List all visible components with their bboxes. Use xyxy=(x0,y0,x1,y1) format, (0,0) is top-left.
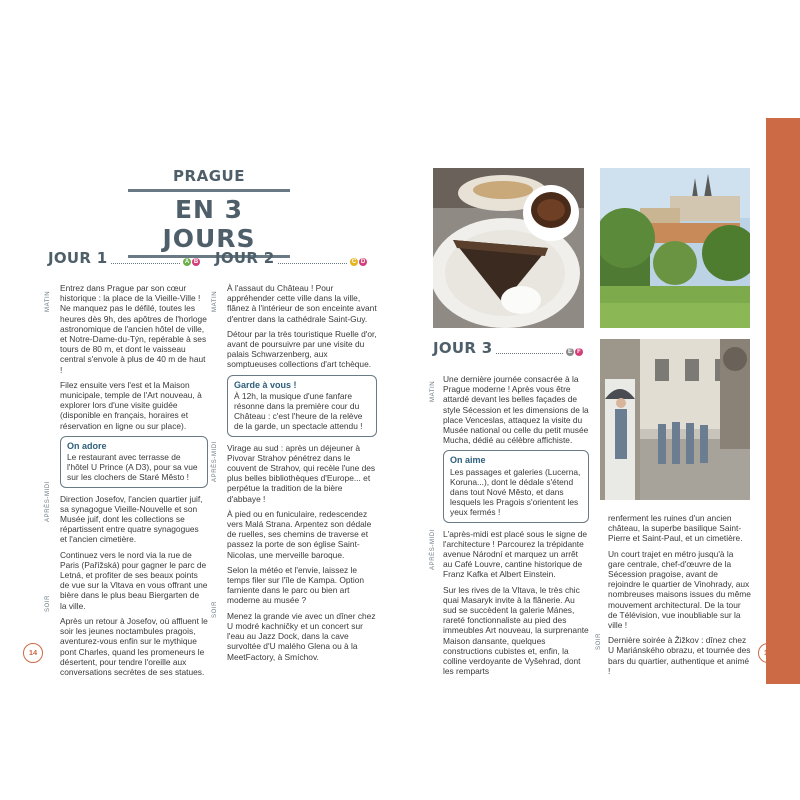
day2-heading xyxy=(215,249,367,267)
tip-title: On aime xyxy=(450,455,486,466)
label-apresmidi: APRÈS-MIDI xyxy=(45,480,51,522)
label-matin: MATIN xyxy=(212,290,218,312)
day2-text: Virage au sud : après un déjeuner à Pivovar Strahov pénétrez dans le couvent de Strahov, qui recèle l'une des plus belles bibliothèques d'Europe... et perpétue la tradition de la bière d'abbaye ! xyxy=(227,442,376,504)
day3-column-continued xyxy=(608,513,751,681)
map-badges xyxy=(350,258,367,266)
day1-title: JOUR 1 xyxy=(48,249,108,267)
day3-text: renferment les ruines d'un ancien château, la superbe basilique Saint-Pierre et Saint-Paul, et un cimetière. xyxy=(608,513,743,544)
day2-text: Menez la grande vie avec un dîner chez U modré kachničky et un concert sur l'eau au Jazz Dock, dans la cave survoltée d'U malého Glena ou à la MeetFactory, à Smíchov. xyxy=(227,610,376,662)
photo-cake-coffee xyxy=(433,168,584,328)
day1-column xyxy=(60,283,208,682)
badge-e: E xyxy=(567,349,572,355)
tip-text: À 12h, la musique d'une fanfare résonne dans la première cour du Château : c'est l'heure de la relève de la garde, un spectacle attendu ! xyxy=(234,390,363,432)
badge-d: D xyxy=(360,259,366,265)
dotted-leader xyxy=(111,263,180,264)
badge-f: F xyxy=(575,348,583,356)
tip-box xyxy=(443,450,589,522)
day1-text: Continuez vers le nord via la rue de Paris (Pařížská) pour gagner le parc de Letná, et profiter de ses beaux points de vue sur la Vltava en vous offrant une bière dans le plus beau Biergarten de la ville. xyxy=(60,549,208,611)
label-apresmidi: APRÈS-MIDI xyxy=(430,528,436,570)
tip-box xyxy=(227,375,377,437)
day3-column xyxy=(443,374,589,681)
label-soir: SOIR xyxy=(212,600,218,618)
day3-text: Un court trajet en métro jusqu'à la gare centrale, chef-d'œuvre de la Sécession pragoise, avant de rejoindre le quartier de Vinohrady, aux nombreuses maisons issues du même mouvement architectural. De la tour de Télévision, vue inoubliable sur la ville ! xyxy=(608,548,751,631)
day2-text: Détour par la très touristique Ruelle d'or, avant de poursuivre par une visite du palais Schwarzenberg, aux somptueuses collections d'art tchèque. xyxy=(227,328,377,370)
day3-text: Sur les rives de la Vltava, le très chic quai Masaryk invite à la flânerie. Au sud se succèdent la galerie Mánes, rareté fonctionnaliste au pied des immeubles Art nouveau, la surprenante Maison dansante, quelques constructions cubistes et, enfin, la colline verdoyante de Vyšehrad, dont les remparts xyxy=(443,584,589,677)
tip-box xyxy=(60,436,208,488)
day2-title: JOUR 2 xyxy=(215,249,275,267)
day3-title: JOUR 3 xyxy=(433,339,493,357)
day2-column xyxy=(227,283,377,667)
day1-text: Direction Josefov, l'ancien quartier juif, sa synagogue Vieille-Nouvelle et son Musée juif, dont les collections se répartissent entre quatre synagogues et l'ancien cimetière. xyxy=(60,493,203,545)
dotted-leader xyxy=(278,263,347,264)
day1-heading xyxy=(48,249,200,267)
badge-c: C xyxy=(351,259,357,265)
day1-text: Après un retour à Josefov, où affluent le soir les jeunes noctambules pragois, aventurez-vous enfin sur le mythique pont Charles, quand les promeneurs le désertent, pour tendre l'oreille aux conversations secrètes de ses statues. xyxy=(60,615,208,677)
label-matin: MATIN xyxy=(45,290,51,312)
day2-text: À pied ou en funiculaire, redescendez vers Malá Strana. Arpentez son dédale de ruelles, ses chemins de traverse et passez la porte de son église Saint-Nicolas, une merveille baroque. xyxy=(227,508,372,560)
label-apresmidi: APRÈS-MIDI xyxy=(212,440,218,482)
day3-text: L'après-midi est placé sous le signe de l'architecture ! Parcourez la trépidante avenue Národní et marquez un arrêt au Café Louvre, cantine historique de Franz Kafka et Albert Einstein. xyxy=(443,528,588,580)
day2-text: À l'assaut du Château ! Pour appréhender cette ville dans la ville, flânez à l'intérieur de son enceinte avant d'entrer dans la cathédrale Saint-Guy. xyxy=(227,283,377,324)
badge-b: B xyxy=(193,259,199,265)
map-badges xyxy=(183,258,200,266)
photo-castle-guards xyxy=(600,339,750,500)
badge-a: A xyxy=(184,259,190,265)
day3-text: Une dernière journée consacrée à la Prague moderne ! Après vous être attardé devant les belles façades de style Sécession et les dimensions de la place Venceslas, attaquez la visite du Musée national ou celle du petit musée Mucha, dédié au célèbre affichiste. xyxy=(443,374,589,446)
photo-prague-castle xyxy=(600,168,750,328)
page-number-left: 14 xyxy=(23,643,43,663)
day3-heading xyxy=(433,339,583,357)
tip-text: Le restaurant avec terrasse de l'hôtel U Prince (A D3), pour sa vue sur les clochers de Staré Město ! xyxy=(67,452,198,483)
day1-text: Filez ensuite vers l'est et la Maison municipale, temple de l'Art nouveau, à explorer lors d'une visite guidée (disponible en français, horaires et réservation en ligne ou sur place). xyxy=(60,379,202,431)
title-main: EN 3 JOURS xyxy=(128,189,290,258)
tip-text: Les passages et galeries (Lucerna, Koruna...), dont le dédale s'étend dans tout Nové Město, et dans lesquels les Pragois s'orientent les yeux fermés ! xyxy=(450,466,581,518)
day1-text: Entrez dans Prague par son cœur historique : la place de la Vieille-Ville ! Ne manquez pas le défilé, toutes les heures dès 9h, des apôtres de l'horloge astronomique de l'ancien hôtel de ville, et Notre-Dame-du-Týn, repérable à ses tours de 80 m, et dont le vaisseau central s'envole à plus de 40 m de haut ! xyxy=(60,283,207,375)
title-city: PRAGUE xyxy=(173,167,245,185)
day2-text: Selon la météo et l'envie, laissez le temps filer sur l'île de Kampa. Option farniente dans le parc ou bien art moderne au musée ? xyxy=(227,564,365,606)
tip-title: Garde à vous ! xyxy=(234,379,297,390)
page-number-right: 15 xyxy=(758,643,778,663)
label-matin: MATIN xyxy=(430,380,436,402)
page-title xyxy=(128,167,290,258)
label-soir: SOIR xyxy=(596,632,602,650)
map-badges xyxy=(566,348,583,356)
tip-title: On adore xyxy=(67,440,107,451)
dotted-leader xyxy=(496,353,563,354)
orange-edge-bar xyxy=(766,118,800,684)
label-soir: SOIR xyxy=(45,594,51,612)
day3-text: Dernière soirée à Žižkov : dînez chez U Mariánského obrazu, et tournée des bars du quartier, authentique et animé ! xyxy=(608,635,751,676)
